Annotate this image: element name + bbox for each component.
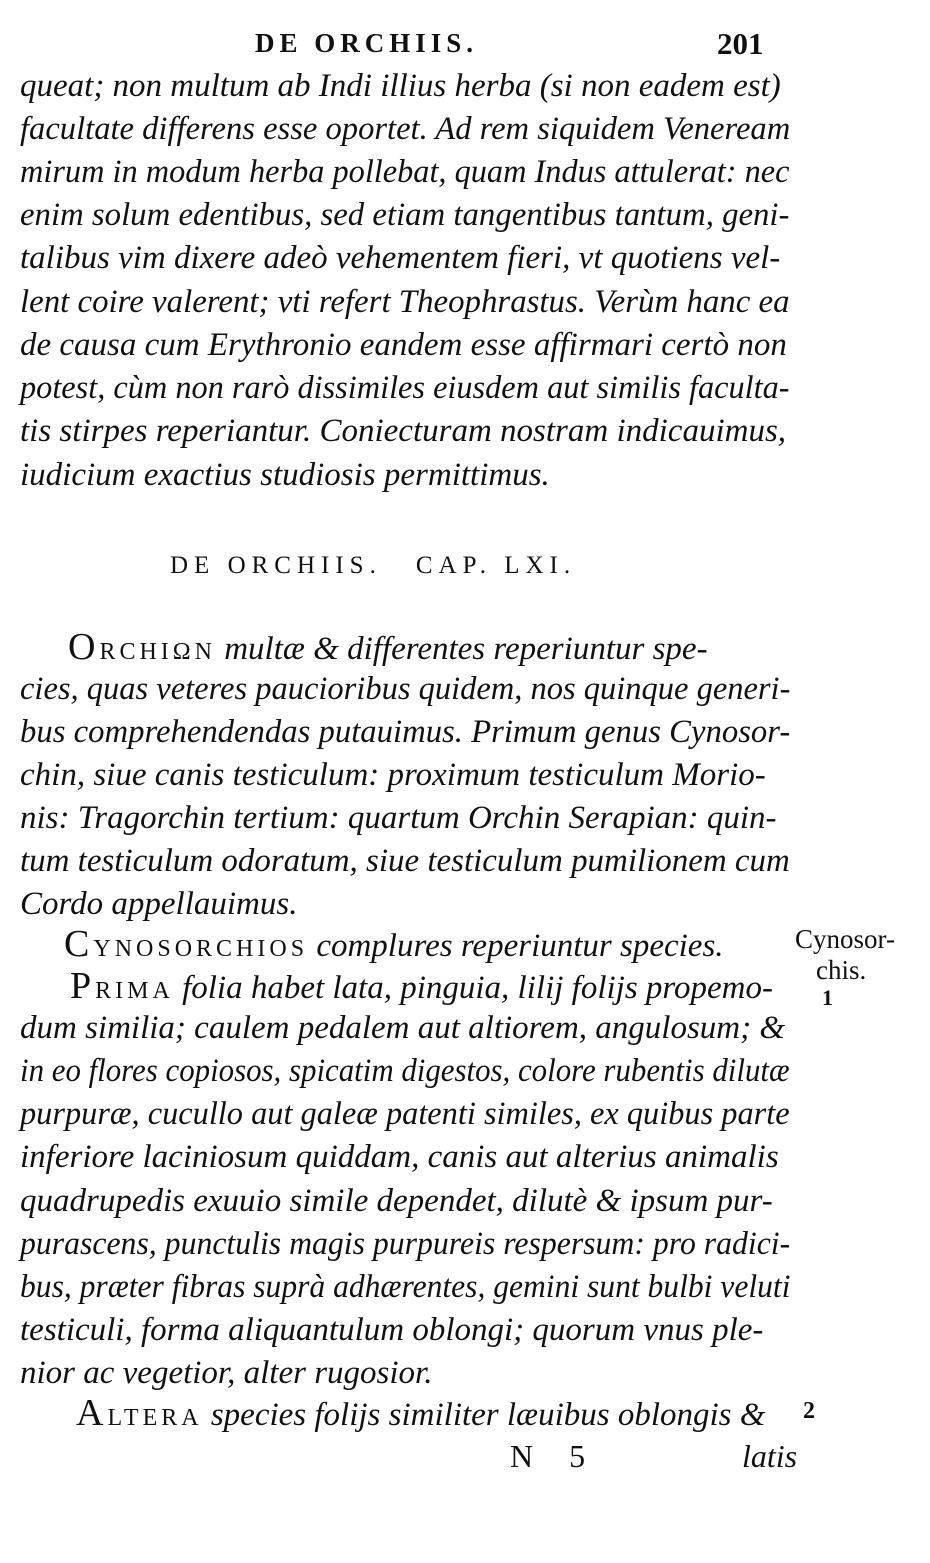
marginal-label: Cynosor-: [795, 924, 895, 954]
text-line: mirum in modum herba pollebat, quam Indus attulerat: nec: [20, 154, 790, 190]
text-line: facultate differens esse oportet. Ad rem siquidem Veneream: [20, 111, 791, 147]
text-line: inferiore laciniosum quiddam, canis aut alterius animalis: [20, 1139, 779, 1175]
small-caps: LTERA: [107, 1405, 203, 1431]
lead-word: [64, 923, 309, 965]
lead-word: [76, 1392, 203, 1434]
altera-line: [76, 1394, 765, 1432]
text-line: de causa cum Erythronio eandem esse affirmari certò non: [20, 327, 787, 363]
text-line: talibus vim dixere adeò vehementem fieri, vt quotiens vel-: [20, 240, 781, 276]
text-line: quadrupedis exuuio simile dependet, dilutè & ipsum pur-: [20, 1183, 773, 1219]
line-text: species folijs similiter læuibus oblongis &: [210, 1397, 766, 1433]
chapter-heading: [170, 552, 576, 580]
text-line: potest, cùm non rarò dissimiles eiusdem aut similis faculta-: [20, 370, 790, 406]
text-line: lent coire valerent; vti refert Theophrastus. Verùm hanc ea: [20, 284, 790, 320]
text-line: queat; non multum ab Indi illius herba (si non eadem est): [20, 68, 781, 104]
marginal-number: 1: [822, 985, 833, 1010]
text-line: nis: Tragorchin tertium: quartum Orchin Serapian: quin-: [20, 800, 777, 836]
text-line: purpuræ, cucullo aut galeæ patenti similes, ex quibus parte: [20, 1096, 790, 1132]
chapter-title: DE ORCHIIS.: [170, 552, 382, 579]
text-line: bus, præter fibras suprà adhærentes, gemini sunt bulbi veluti: [20, 1269, 791, 1305]
page-number: 201: [717, 26, 764, 61]
cynosorchios-line: [64, 925, 724, 963]
text-line: bus comprehendendas putauimus. Primum genus Cynosor-: [20, 714, 791, 750]
text-line: Cordo appellauimus.: [20, 886, 298, 922]
text-line: testiculi, forma aliquantulum oblongi; quorum vnus ple-: [20, 1312, 764, 1348]
text-line: iudicium exactius studiosis permittimus.: [20, 457, 550, 493]
signature-mark: N 5: [510, 1438, 600, 1474]
text-line: [70, 967, 773, 1005]
lead-word: [68, 626, 216, 668]
line-text: complures reperiuntur species.: [316, 928, 724, 964]
line-text: folia habet lata, pinguia, lilij folijs propemo-: [182, 970, 774, 1006]
drop-initial: C: [64, 923, 94, 965]
drop-initial: O: [68, 626, 100, 668]
text-line: nior ac vegetior, alter rugosior.: [20, 1355, 433, 1391]
marginal-label: chis.: [816, 955, 867, 985]
running-title: DE ORCHIIS.: [255, 28, 479, 58]
text-line: chin, siue canis testiculum: proximum testiculum Morio-: [20, 757, 766, 793]
lead-word: [70, 965, 174, 1007]
text-line: cies, quas veteres paucioribus quidem, nos quinque generi-: [20, 671, 791, 707]
text-line: [68, 628, 708, 666]
text-line: enim solum edentibus, sed etiam tangentibus tantum, geni-: [20, 197, 790, 233]
small-caps: RIMA: [95, 978, 174, 1004]
text-line: tum testiculum odoratum, siue testiculum pumilionem cum: [20, 843, 790, 879]
text-line: in eo flores copiosos, spicatim digestos, colore rubentis dilutæ: [20, 1053, 790, 1089]
text-line: purascens, punctulis magis purpureis respersum: pro radici-: [20, 1226, 791, 1262]
drop-initial: P: [70, 965, 96, 1007]
catchword: latis: [742, 1438, 798, 1474]
chapter-number: CAP. LXI.: [415, 552, 577, 579]
text-line: dum similia; caulem pedalem aut altiorem, angulosum; &: [20, 1010, 786, 1046]
small-caps: RCHIΩN: [99, 639, 216, 665]
small-caps: YNOSORCHIOS: [93, 936, 309, 962]
text-line: tis stirpes reperiantur. Coniecturam nostram indicauimus,: [20, 413, 787, 449]
marginal-number: 2: [803, 1398, 815, 1424]
drop-initial: A: [76, 1392, 108, 1434]
line-text: multæ & differentes reperiuntur spe-: [224, 631, 708, 667]
